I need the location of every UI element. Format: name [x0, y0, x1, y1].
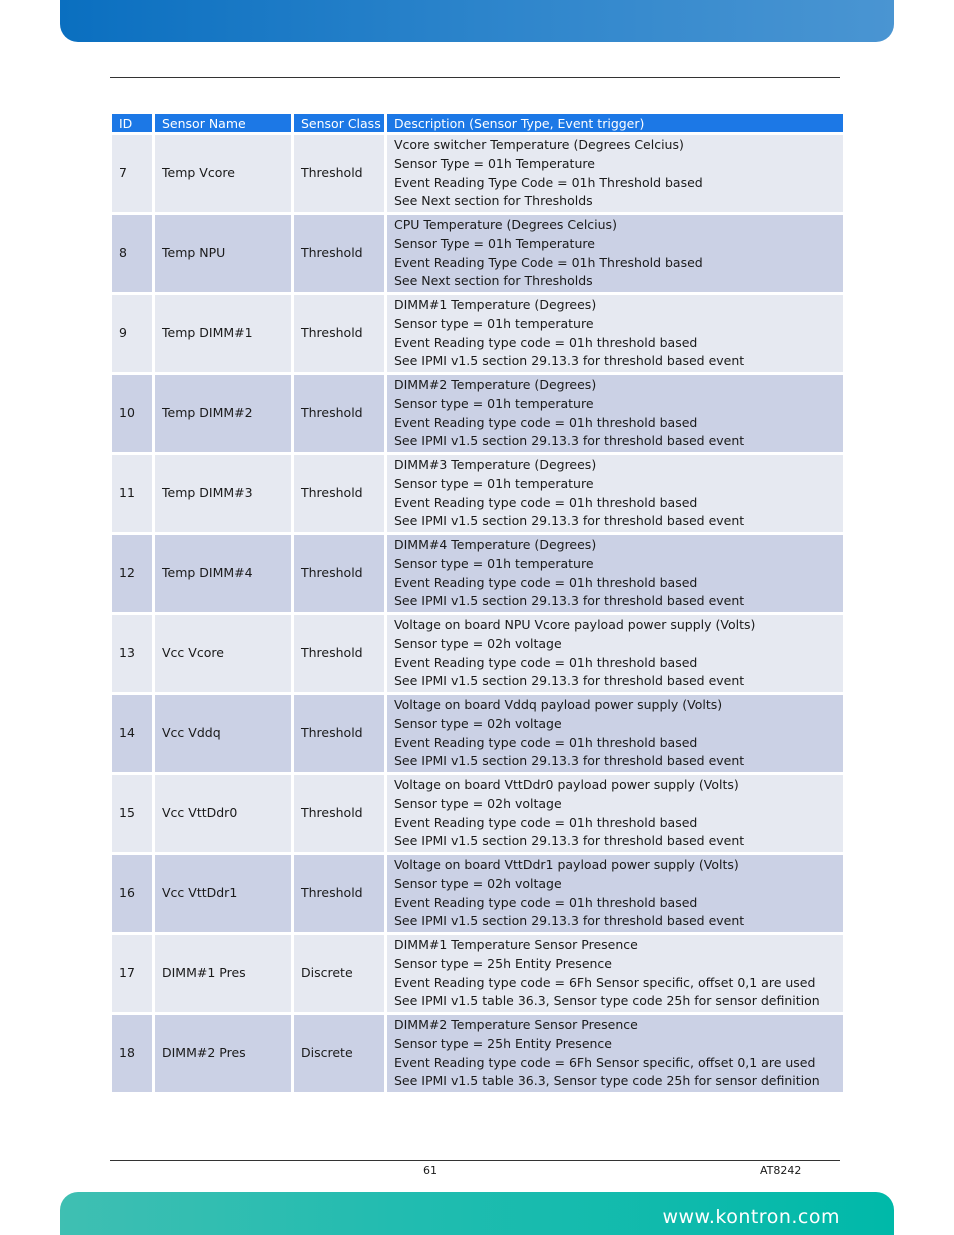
- cell-description: [387, 1015, 843, 1095]
- cell-sensor-class: Threshold: [294, 135, 387, 215]
- cell-description: [387, 615, 843, 695]
- cell-description: [387, 135, 843, 215]
- description-line: See Next section for Thresholds: [394, 193, 593, 209]
- table-header-row: [112, 114, 843, 135]
- table-row: [112, 615, 843, 695]
- description-line: DIMM#2 Temperature (Degrees): [394, 377, 597, 393]
- header-description: Description (Sensor Type, Event trigger): [387, 114, 843, 135]
- description-line: DIMM#4 Temperature (Degrees): [394, 537, 597, 553]
- header-id: ID: [112, 114, 155, 135]
- cell-id: 12: [112, 535, 155, 615]
- description-line: CPU Temperature (Degrees Celcius): [394, 217, 617, 233]
- description-line: See IPMI v1.5 section 29.13.3 for threshold based event: [394, 593, 745, 609]
- description-line: Event Reading type code = 6Fh Sensor specific, offset 0,1 are used: [394, 974, 816, 990]
- cell-sensor-class: Discrete: [294, 1015, 387, 1095]
- description-line: See IPMI v1.5 section 29.13.3 for threshold based event: [394, 433, 745, 449]
- description-line: Sensor type = 02h voltage: [394, 795, 562, 811]
- description-line: Event Reading Type Code = 01h Threshold based: [394, 174, 703, 190]
- description-line: Sensor type = 01h temperature: [394, 395, 594, 411]
- description-line: Event Reading Type Code = 01h Threshold based: [394, 254, 703, 270]
- description-line: Sensor type = 01h temperature: [394, 315, 594, 331]
- cell-description: [387, 935, 843, 1015]
- description-line: Event Reading type code = 01h threshold based: [394, 334, 698, 350]
- cell-description: [387, 855, 843, 935]
- cell-sensor-class: Threshold: [294, 535, 387, 615]
- cell-id: 7: [112, 135, 155, 215]
- cell-sensor-class: Threshold: [294, 295, 387, 375]
- sensor-table: [112, 114, 843, 1095]
- document-code: AT8242: [760, 1164, 802, 1177]
- description-line: See Next section for Thresholds: [394, 273, 593, 289]
- description-line: Sensor Type = 01h Temperature: [394, 235, 595, 251]
- cell-sensor-name: Temp NPU: [155, 215, 294, 295]
- cell-id: 14: [112, 695, 155, 775]
- description-line: Voltage on board NPU Vcore payload power supply (Volts): [394, 617, 756, 633]
- description-line: Event Reading type code = 01h threshold based: [394, 814, 698, 830]
- description-line: Event Reading type code = 01h threshold based: [394, 574, 698, 590]
- cell-id: 15: [112, 775, 155, 855]
- cell-sensor-class: Threshold: [294, 775, 387, 855]
- description-line: Event Reading type code = 01h threshold based: [394, 654, 698, 670]
- description-line: Voltage on board VttDdr0 payload power supply (Volts): [394, 777, 739, 793]
- description-line: Sensor type = 02h voltage: [394, 875, 562, 891]
- description-line: DIMM#1 Temperature (Degrees): [394, 297, 597, 313]
- cell-sensor-class: Threshold: [294, 375, 387, 455]
- cell-description: [387, 375, 843, 455]
- description-line: Event Reading type code = 01h threshold based: [394, 414, 698, 430]
- cell-id: 13: [112, 615, 155, 695]
- table-row: [112, 935, 843, 1015]
- bottom-banner: [60, 1192, 894, 1235]
- cell-description: [387, 535, 843, 615]
- description-line: Event Reading type code = 01h threshold based: [394, 734, 698, 750]
- description-line: See IPMI v1.5 table 36.3, Sensor type code 25h for sensor definition: [394, 993, 820, 1009]
- description-line: Event Reading type code = 01h threshold based: [394, 894, 698, 910]
- description-line: Sensor type = 25h Entity Presence: [394, 955, 612, 971]
- table-row: [112, 295, 843, 375]
- cell-id: 11: [112, 455, 155, 535]
- cell-sensor-name: Vcc Vcore: [155, 615, 294, 695]
- description-line: See IPMI v1.5 section 29.13.3 for threshold based event: [394, 353, 745, 369]
- cell-id: 16: [112, 855, 155, 935]
- cell-sensor-name: Vcc VttDdr1: [155, 855, 294, 935]
- cell-sensor-name: DIMM#2 Pres: [155, 1015, 294, 1095]
- cell-sensor-class: Threshold: [294, 615, 387, 695]
- cell-sensor-name: Temp DIMM#1: [155, 295, 294, 375]
- header-rule: [110, 77, 840, 78]
- table-row: [112, 775, 843, 855]
- table-row: [112, 135, 843, 215]
- cell-sensor-name: Temp Vcore: [155, 135, 294, 215]
- description-line: Voltage on board Vddq payload power supply (Volts): [394, 697, 723, 713]
- table-row: [112, 455, 843, 535]
- cell-description: [387, 295, 843, 375]
- cell-sensor-class: Threshold: [294, 695, 387, 775]
- cell-id: 9: [112, 295, 155, 375]
- description-line: See IPMI v1.5 table 36.3, Sensor type code 25h for sensor definition: [394, 1073, 820, 1089]
- cell-sensor-name: DIMM#1 Pres: [155, 935, 294, 1015]
- footer-rule: [110, 1160, 840, 1161]
- description-line: Sensor Type = 01h Temperature: [394, 155, 595, 171]
- cell-sensor-class: Threshold: [294, 455, 387, 535]
- cell-id: 10: [112, 375, 155, 455]
- description-line: See IPMI v1.5 section 29.13.3 for threshold based event: [394, 673, 745, 689]
- description-line: Sensor type = 02h voltage: [394, 635, 562, 651]
- table-row: [112, 855, 843, 935]
- cell-id: 8: [112, 215, 155, 295]
- header-sensor-class: Sensor Class: [294, 114, 387, 135]
- cell-id: 18: [112, 1015, 155, 1095]
- description-line: Voltage on board VttDdr1 payload power supply (Volts): [394, 857, 739, 873]
- description-line: See IPMI v1.5 section 29.13.3 for threshold based event: [394, 913, 745, 929]
- table-body: [112, 135, 843, 1095]
- cell-sensor-name: Vcc VttDdr0: [155, 775, 294, 855]
- cell-id: 17: [112, 935, 155, 1015]
- description-line: Sensor type = 01h temperature: [394, 555, 594, 571]
- description-line: See IPMI v1.5 section 29.13.3 for threshold based event: [394, 513, 745, 529]
- cell-description: [387, 215, 843, 295]
- cell-description: [387, 455, 843, 535]
- description-line: DIMM#1 Temperature Sensor Presence: [394, 937, 638, 953]
- table-row: [112, 695, 843, 775]
- description-line: See IPMI v1.5 section 29.13.3 for threshold based event: [394, 753, 745, 769]
- cell-description: [387, 695, 843, 775]
- cell-sensor-class: Discrete: [294, 935, 387, 1015]
- website-link[interactable]: www.kontron.com: [662, 1206, 840, 1228]
- description-line: DIMM#2 Temperature Sensor Presence: [394, 1017, 638, 1033]
- cell-sensor-class: Threshold: [294, 215, 387, 295]
- top-banner: [60, 0, 894, 42]
- cell-sensor-name: Temp DIMM#2: [155, 375, 294, 455]
- description-line: Sensor type = 01h temperature: [394, 475, 594, 491]
- table-row: [112, 1015, 843, 1095]
- page-number: 61: [423, 1164, 437, 1177]
- cell-sensor-class: Threshold: [294, 855, 387, 935]
- description-line: See IPMI v1.5 section 29.13.3 for threshold based event: [394, 833, 745, 849]
- description-line: Sensor type = 02h voltage: [394, 715, 562, 731]
- description-line: Event Reading type code = 01h threshold based: [394, 494, 698, 510]
- description-line: Event Reading type code = 6Fh Sensor specific, offset 0,1 are used: [394, 1054, 816, 1070]
- table-row: [112, 375, 843, 455]
- table-row: [112, 215, 843, 295]
- cell-sensor-name: Temp DIMM#3: [155, 455, 294, 535]
- description-line: Sensor type = 25h Entity Presence: [394, 1035, 612, 1051]
- description-line: Vcore switcher Temperature (Degrees Celcius): [394, 137, 684, 153]
- cell-sensor-name: Vcc Vddq: [155, 695, 294, 775]
- cell-sensor-name: Temp DIMM#4: [155, 535, 294, 615]
- header-sensor-name: Sensor Name: [155, 114, 294, 135]
- cell-description: [387, 775, 843, 855]
- table-row: [112, 535, 843, 615]
- description-line: DIMM#3 Temperature (Degrees): [394, 457, 597, 473]
